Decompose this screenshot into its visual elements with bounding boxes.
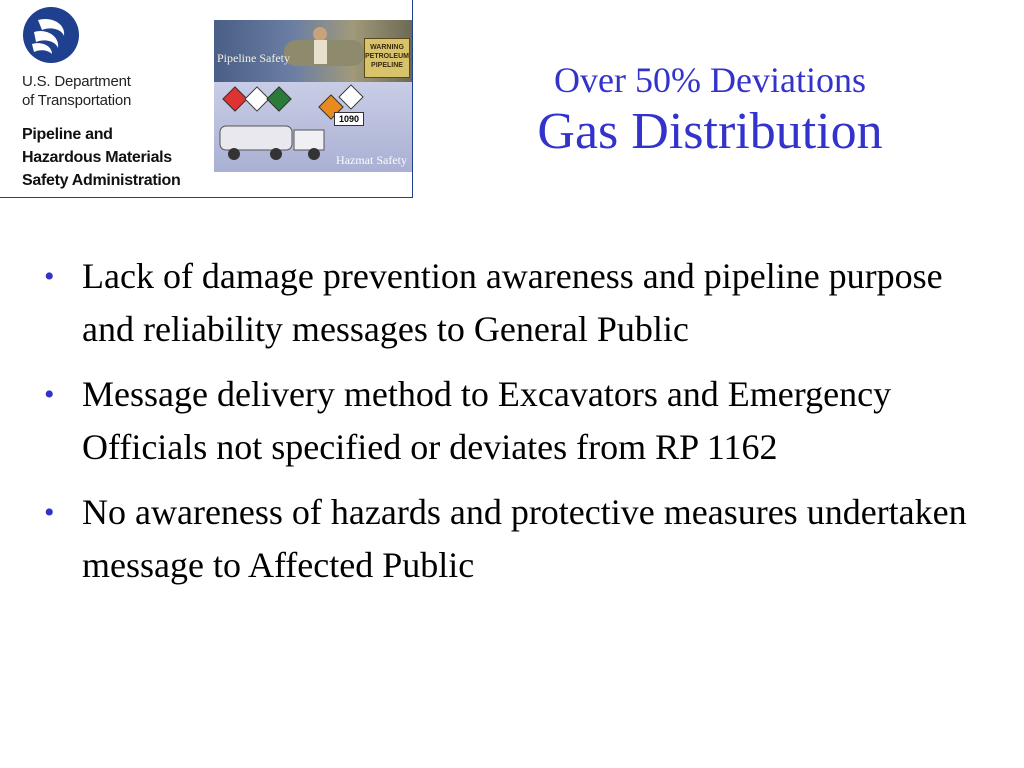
bullet-text: Lack of damage prevention awareness and pipeline purpose and reliability messages to General Public [82,256,943,349]
warning-line-1: WARNING [370,44,404,51]
safety-collage-image [214,20,412,172]
slide-title [440,58,980,162]
header-logo-block [0,0,413,198]
slide-main-title: Gas Distribution [537,103,883,160]
agency-line-2: Hazardous Materials [22,149,172,166]
slide-subtitle: Over 50% Deviations [554,60,866,100]
bullet-dot-icon: • [44,260,55,293]
bullet-item [44,368,994,474]
bullet-dot-icon: • [44,496,55,529]
pipeline-safety-label: Pipeline Safety [217,51,290,65]
hazmat-safety-label: Hazmat Safety [336,153,407,167]
agency-line-1: Pipeline and [22,126,113,143]
department-line-1: U.S. Department [22,73,131,90]
bullet-text: No awareness of hazards and protective measures undertaken message to Affected Public [82,492,967,585]
agency-name [22,123,212,192]
bullet-list [44,250,994,604]
warning-sign [364,38,410,78]
department-name [22,72,192,110]
bullet-dot-icon: • [44,378,55,411]
un-number-placard: 1090 [334,112,364,126]
bullet-item [44,486,994,592]
bullet-text: Message delivery method to Excavators and Emergency Officials not specified or deviates from RP 1162 [82,374,892,467]
bullet-item [44,250,994,356]
agency-line-3: Safety Administration [22,172,181,189]
dot-logo-icon [22,6,80,64]
department-line-2: of Transportation [22,92,132,109]
warning-line-3: PIPELINE [371,62,403,69]
warning-line-2: PETROLEUM [365,53,409,60]
tanker-truck-icon [216,120,334,170]
pipeline-worker-icon [284,20,364,82]
